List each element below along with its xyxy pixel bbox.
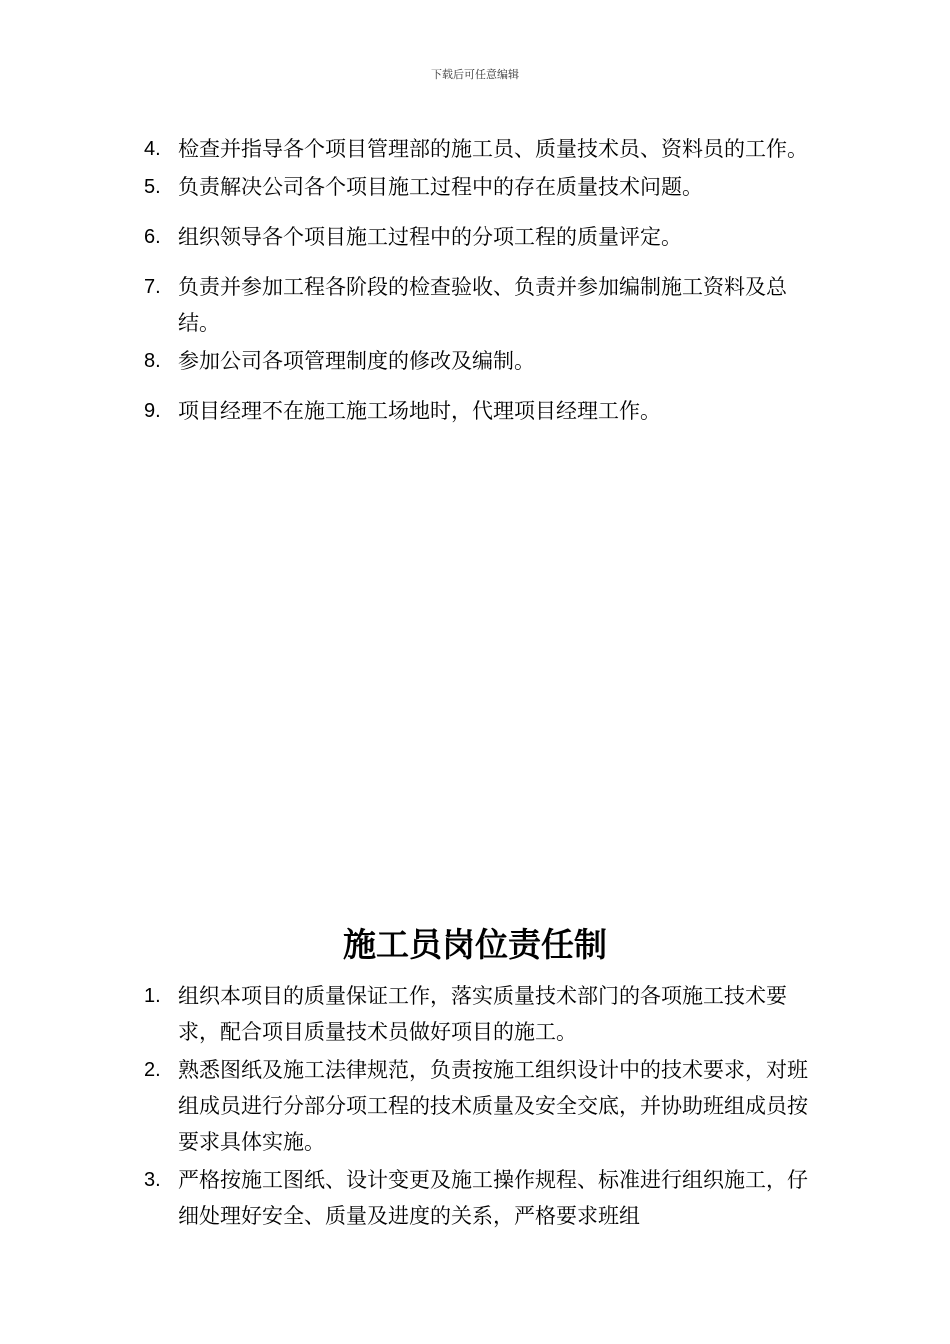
list-item-number: 2.	[144, 1059, 161, 1081]
list-item	[144, 131, 814, 167]
list-item-text: 负责解决公司各个项目施工过程中的存在质量技术问题。	[178, 175, 703, 199]
list-item-number: 4.	[144, 138, 161, 160]
list-item-text: 熟悉图纸及施工法律规范，负责按施工组织设计中的技术要求，对班组成员进行分部分项工程的技术质量及安全交底，并协助班组成员按要求具体实施。	[178, 1058, 808, 1154]
list-item	[144, 1162, 814, 1234]
list-item	[144, 269, 814, 341]
responsibility-list-continued	[144, 131, 814, 429]
list-item-number: 1.	[144, 985, 161, 1007]
list-item	[144, 343, 814, 379]
construction-worker-duties-list	[144, 978, 814, 1234]
list-item-number: 6.	[144, 226, 161, 248]
list-item	[144, 169, 814, 205]
list-item-number: 9.	[144, 400, 161, 422]
list-item-number: 5.	[144, 176, 161, 198]
list-item-text: 负责并参加工程各阶段的检查验收、负责并参加编制施工资料及总结。	[178, 275, 787, 335]
list-item-number: 8.	[144, 350, 161, 372]
list-item	[144, 393, 814, 429]
list-item-number: 3.	[144, 1169, 161, 1191]
list-item-text: 项目经理不在施工施工场地时，代理项目经理工作。	[178, 399, 661, 423]
list-item-text: 组织领导各个项目施工过程中的分项工程的质量评定。	[178, 225, 682, 249]
list-item-text: 参加公司各项管理制度的修改及编制。	[178, 349, 535, 373]
page-header-note: 下载后可任意编辑	[431, 68, 519, 81]
list-item-text: 检查并指导各个项目管理部的施工员、质量技术员、资料员的工作。	[178, 137, 808, 161]
list-item	[144, 219, 814, 255]
list-item	[144, 978, 814, 1050]
section-title: 施工员岗位责任制	[343, 925, 607, 964]
list-item-text: 严格按施工图纸、设计变更及施工操作规程、标准进行组织施工，仔细处理好安全、质量及进度的关系，严格要求班组	[178, 1168, 808, 1228]
list-item-number: 7.	[144, 276, 161, 298]
list-item	[144, 1052, 814, 1160]
list-item-text: 组织本项目的质量保证工作，落实质量技术部门的各项施工技术要求，配合项目质量技术员做好项目的施工。	[178, 984, 787, 1044]
